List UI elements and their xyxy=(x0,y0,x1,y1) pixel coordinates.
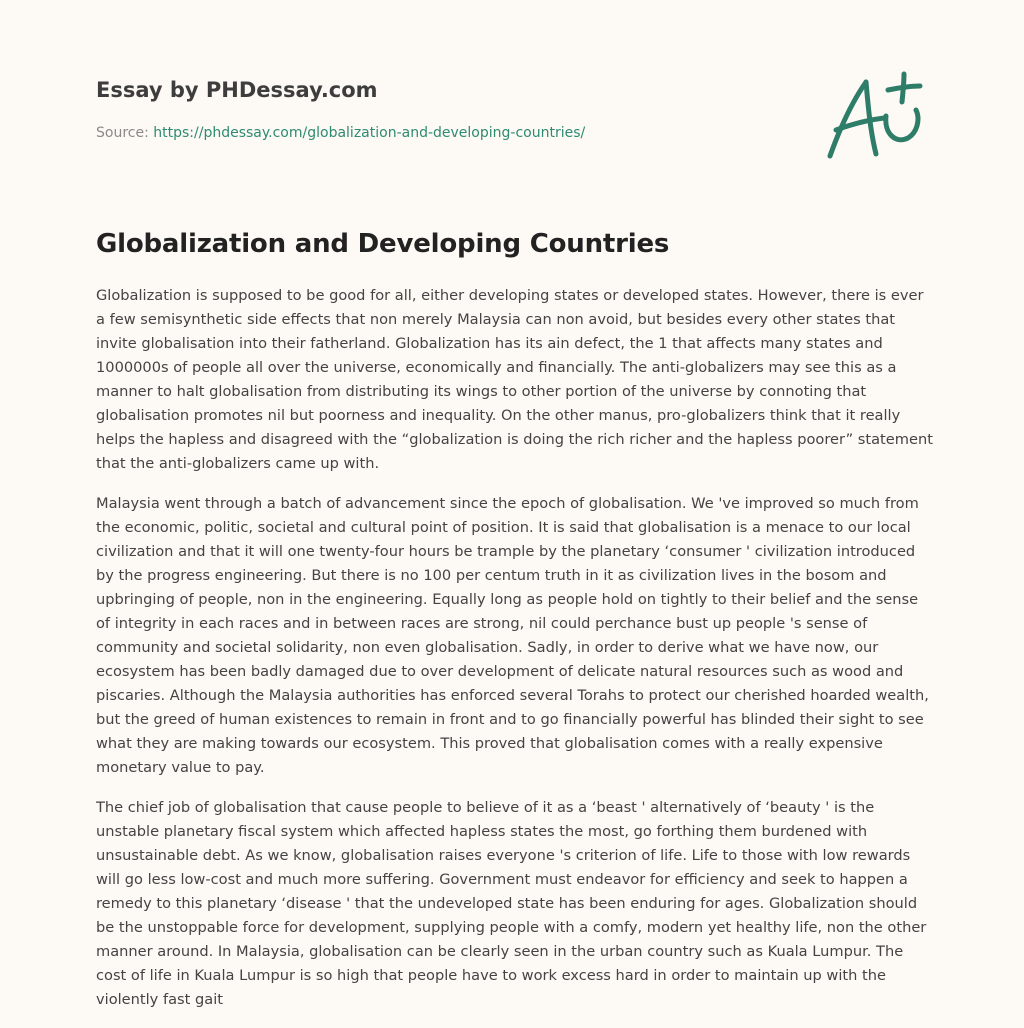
a-plus-grade-icon xyxy=(822,68,932,168)
page-header xyxy=(96,76,796,143)
source-link[interactable]: https://phdessay.com/globalization-and-developing-countries/ xyxy=(153,125,586,141)
brand-title: Essay by PHDessay.com xyxy=(96,78,378,102)
essay-paragraph: Globalization is supposed to be good for all, either developing states or developed states. However, there is ever a few semisynthetic side effects that non merely Malaysia can non avoid, but besides every other states that invite globalisation into their fatherland. Globalization has its ain defect, the 1 that affects many states and 1000000s of people all over the universe, economically and financially. The anti-globalizers may see this as a manner to halt globalisation from distributing its wings to other portion of the universe by connoting that globalisation promotes nil but poorness and inequality. On the other manus, pro-globalizers think that it really helps the hapless and disagreed with the “globalization is doing the rich richer and the hapless poorer” statement that the anti-globalizers came up with. xyxy=(96,287,933,472)
source-line xyxy=(96,123,796,143)
essay-title: Globalization and Developing Countries xyxy=(96,229,670,259)
essay-body xyxy=(96,284,936,1028)
essay-paragraph: The chief job of globalisation that cause people to believe of it as a ‘beast ' alternatively of ‘beauty ' is the unstable planetary fiscal system which affected hapless states the most, go forthing them burdened with unsustainable debt. As we know, globalisation raises everyone 's criterion of life. Life to those with low rewards will go less low-cost and much more suffering. Government must endeavor for efficiency and seek to happen a remedy to this planetary ‘disease ' that the undeveloped state has been enduring for ages. Globalization should be the unstoppable force for development, supplying people with a comfy, modern yet healthy life, non the other manner around. In Malaysia, globalisation can be clearly seen in the urban country such as Kuala Lumpur. The cost of life in Kuala Lumpur is so high that people have to work excess hard in order to maintain up with the violently fast gait xyxy=(96,799,927,1008)
source-label: Source: xyxy=(96,125,154,141)
essay-paragraph: Malaysia went through a batch of advancement since the epoch of globalisation. We 've improved so much from the economic, politic, societal and cultural point of position. It is said that globalisation is a menace to our local civilization and that it will one twenty-four hours be trample by the planetary ‘consumer ' civilization introduced by the progress engineering. But there is no 100 per centum truth in it as civilization lives in the bosom and upbringing of people, non in the engineering. Equally long as people hold on tightly to their belief and the sense of integrity in each races and in between races are strong, nil could perchance bust up people 's sense of community and societal solidarity, non even globalisation. Sadly, in order to derive what we have now, our ecosystem has been badly damaged due to over development of delicate natural resources such as wood and piscaries. Although the Malaysia authorities has enforced several Torahs to protect our cherished hoarded wealth, but the greed of human existences to remain in front and to go financially powerful has blinded their sight to see what they are making towards our ecosystem. This proved that globalisation comes with a really expensive monetary value to pay. xyxy=(96,495,929,776)
